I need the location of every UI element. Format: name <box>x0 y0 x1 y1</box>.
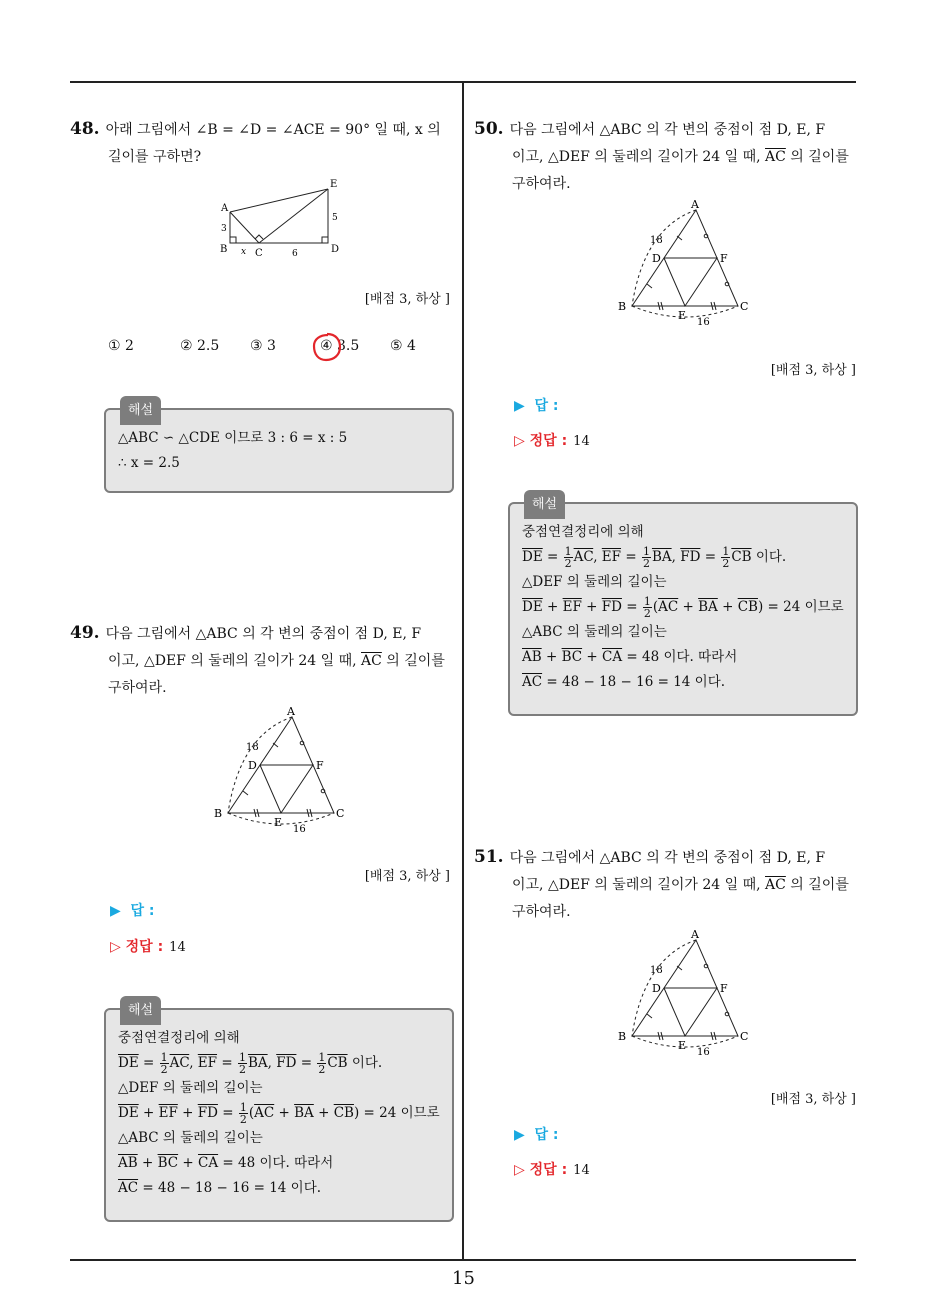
question-text: 아래 그림에서 ∠B = ∠D = ∠ACE = 90° 일 때, x 의 <box>105 122 441 138</box>
fig-length-base: 16 <box>697 1047 710 1058</box>
question-49 <box>70 620 460 702</box>
explanation-49 <box>104 1003 454 1222</box>
score-48: [배점 3, 하상 ] <box>364 292 450 307</box>
bottom-rule <box>70 1259 856 1261</box>
arrow-icon: ▶ <box>514 1127 535 1143</box>
fig-label-f: F <box>720 982 728 995</box>
expl-line: ∴ x = 2.5 <box>118 455 180 471</box>
answer-row-51 <box>514 1124 559 1144</box>
question-text: 의 길이를 <box>785 149 849 165</box>
question-text: 이고, △DEF 의 둘레의 길이가 24 일 때, <box>108 653 362 669</box>
answer-row-49 <box>110 900 155 920</box>
expl-line: △ABC 의 둘레의 길이는 <box>522 624 667 640</box>
selected-choice-circle-icon <box>311 331 343 363</box>
choice-5[interactable]: ⑤ 4 <box>390 338 416 354</box>
expl-line: $\overline{DE}$ = $\frac{1}{2}$ $\overline{AC}$, $\overline{EF}$ = $\frac{1}{2}$ $\overline{BA}$, $\overline{FD}$ = $\frac{1}{2}$ $\overline{CB}$ 이다. <box>118 1051 383 1076</box>
question-48 <box>70 116 460 171</box>
choice-4[interactable]: ④ 3.5 <box>320 338 360 354</box>
fig-label-d: D <box>652 982 661 995</box>
segment-ac: $\overline{AC}$ <box>765 149 786 165</box>
choice-3[interactable]: ③ 3 <box>250 338 276 354</box>
expl-line: $\overline{DE} + \overline{EF} + \overline{FD}$ = $\frac{1}{2}$ $(\overline{AC} + \overline{BA} + \overline{CB}) = 24$ 이므로 <box>118 1101 440 1126</box>
choices-48 <box>108 338 458 360</box>
segment-ac: $\overline{AC}$ <box>765 877 786 893</box>
correct-label: 정답 : <box>529 1162 568 1178</box>
fig-label-b: B <box>220 244 228 255</box>
fig-length-base: 16 <box>697 317 710 328</box>
fig-label-e: E <box>330 179 338 190</box>
expl-line: $\overline{AC} = 48 - 18 - 16 = 14$ 이다. <box>118 1180 322 1196</box>
triangle-outline-icon: ▷ <box>514 1162 530 1178</box>
question-50 <box>474 116 864 198</box>
question-text: 구하여라. <box>512 176 571 192</box>
question-51 <box>474 844 864 926</box>
expl-line: △ABC 의 둘레의 길이는 <box>118 1130 263 1146</box>
page-number: 15 <box>452 1268 475 1289</box>
arrow-icon: ▶ <box>514 398 535 414</box>
triangle-outline-icon: ▷ <box>110 939 126 955</box>
correct-row-49 <box>110 936 186 956</box>
fig-label-b: B <box>618 300 627 313</box>
explanation-tag: 해설 <box>524 490 565 519</box>
correct-value: 14 <box>573 1163 590 1178</box>
question-number: 51. <box>474 847 504 867</box>
correct-label: 정답 : <box>529 433 568 449</box>
answer-row-50 <box>514 395 559 415</box>
fig-label-b: B <box>618 1030 627 1043</box>
fig-length-ab: 3 <box>221 224 227 234</box>
choice-1[interactable]: ① 2 <box>108 338 134 354</box>
correct-row-50 <box>514 430 590 450</box>
explanation-50 <box>508 497 858 716</box>
expl-line: $\overline{AB} + \overline{BC} + \overline{CA} = 48$ 이다. 따라서 <box>522 649 738 665</box>
expl-line: $\overline{DE}$ = $\frac{1}{2}$ $\overline{AC}$, $\overline{EF}$ = $\frac{1}{2}$ $\overline{BA}$, $\overline{FD}$ = $\frac{1}{2}$ $\overline{CB}$ 이다. <box>522 545 787 570</box>
question-number: 48. <box>70 119 100 139</box>
expl-line: $\overline{DE} + \overline{EF} + \overline{FD}$ = $\frac{1}{2}$ $(\overline{AC} + \overline{BA} + \overline{CB}) = 24$ 이므로 <box>522 595 844 620</box>
question-text: 구하여라. <box>108 680 167 696</box>
triangle-outline-icon: ▷ <box>514 433 530 449</box>
expl-line: 중점연결정리에 의해 <box>522 524 644 540</box>
fig-length-cd: 6 <box>292 249 298 259</box>
expl-line: $\overline{AB} + \overline{BC} + \overline{CA} = 48$ 이다. 따라서 <box>118 1155 334 1171</box>
answer-label: 답 : <box>130 903 155 919</box>
figure-midpoint-triangle <box>210 705 355 840</box>
fig-label-d: D <box>331 244 340 255</box>
fig-label-f: F <box>720 252 728 265</box>
question-text: 구하여라. <box>512 904 571 920</box>
answer-label: 답 : <box>534 1127 559 1143</box>
fig-label-e: E <box>274 816 283 829</box>
question-text: 다음 그림에서 △ABC 의 각 변의 중점이 점 D, E, F <box>509 122 826 138</box>
fig-label-e: E <box>678 309 687 322</box>
score-50: [배점 3, 하상 ] <box>770 363 856 378</box>
fig-label-f: F <box>316 759 324 772</box>
explanation-48 <box>104 403 454 493</box>
explanation-tag: 해설 <box>120 396 161 425</box>
question-text: 다음 그림에서 △ABC 의 각 변의 중점이 점 D, E, F <box>105 626 422 642</box>
correct-row-51 <box>514 1159 590 1179</box>
score-51: [배점 3, 하상 ] <box>770 1092 856 1107</box>
expl-line: △DEF 의 둘레의 길이는 <box>118 1080 263 1096</box>
fig-label-d: D <box>652 252 661 265</box>
fig-length-base: 16 <box>293 824 306 835</box>
answer-label: 답 : <box>534 398 559 414</box>
fig-label-a: A <box>691 198 699 211</box>
question-text: 이고, △DEF 의 둘레의 길이가 24 일 때, <box>512 877 766 893</box>
fig-label-c: C <box>336 807 345 820</box>
fig-length-side: 18 <box>650 235 663 246</box>
fig-label-a: A <box>691 928 699 941</box>
column-divider <box>462 81 464 1261</box>
choice-2[interactable]: ② 2.5 <box>180 338 220 354</box>
fig-length-side: 18 <box>650 965 663 976</box>
correct-label: 정답 : <box>125 939 164 955</box>
segment-ac: $\overline{AC}$ <box>361 653 382 669</box>
fig-length-bc: x <box>241 247 247 257</box>
fig-label-a: A <box>287 705 295 718</box>
fig-label-b: B <box>214 807 223 820</box>
explanation-tag: 해설 <box>120 996 161 1025</box>
question-number: 50. <box>474 119 504 139</box>
expl-line: 중점연결정리에 의해 <box>118 1030 240 1046</box>
expl-line: $\overline{AC} = 48 - 18 - 16 = 14$ 이다. <box>522 674 726 690</box>
fig-label-c: C <box>740 300 749 313</box>
question-text: 의 길이를 <box>381 653 445 669</box>
correct-value: 14 <box>573 434 590 449</box>
figure-midpoint-triangle <box>614 928 759 1063</box>
fig-length-side: 18 <box>246 742 259 753</box>
figure-right-triangles <box>210 172 350 262</box>
expl-line: △ABC ∽ △CDE 이므로 3 : 6 = x : 5 <box>118 430 348 446</box>
question-text: 길이를 구하면? <box>108 149 202 165</box>
figure-midpoint-triangle <box>614 198 759 333</box>
question-text: 의 길이를 <box>785 877 849 893</box>
fig-label-e: E <box>678 1039 687 1052</box>
fig-label-c: C <box>255 248 263 259</box>
fig-label-c: C <box>740 1030 749 1043</box>
question-text: 다음 그림에서 △ABC 의 각 변의 중점이 점 D, E, F <box>509 850 826 866</box>
question-text: 이고, △DEF 의 둘레의 길이가 24 일 때, <box>512 149 766 165</box>
correct-value: 14 <box>169 940 186 955</box>
fig-label-a: A <box>221 203 229 214</box>
question-number: 49. <box>70 623 100 643</box>
arrow-icon: ▶ <box>110 903 131 919</box>
fig-label-d: D <box>248 759 257 772</box>
expl-line: △DEF 의 둘레의 길이는 <box>522 574 667 590</box>
score-49: [배점 3, 하상 ] <box>364 869 450 884</box>
fig-length-de: 5 <box>332 213 338 223</box>
